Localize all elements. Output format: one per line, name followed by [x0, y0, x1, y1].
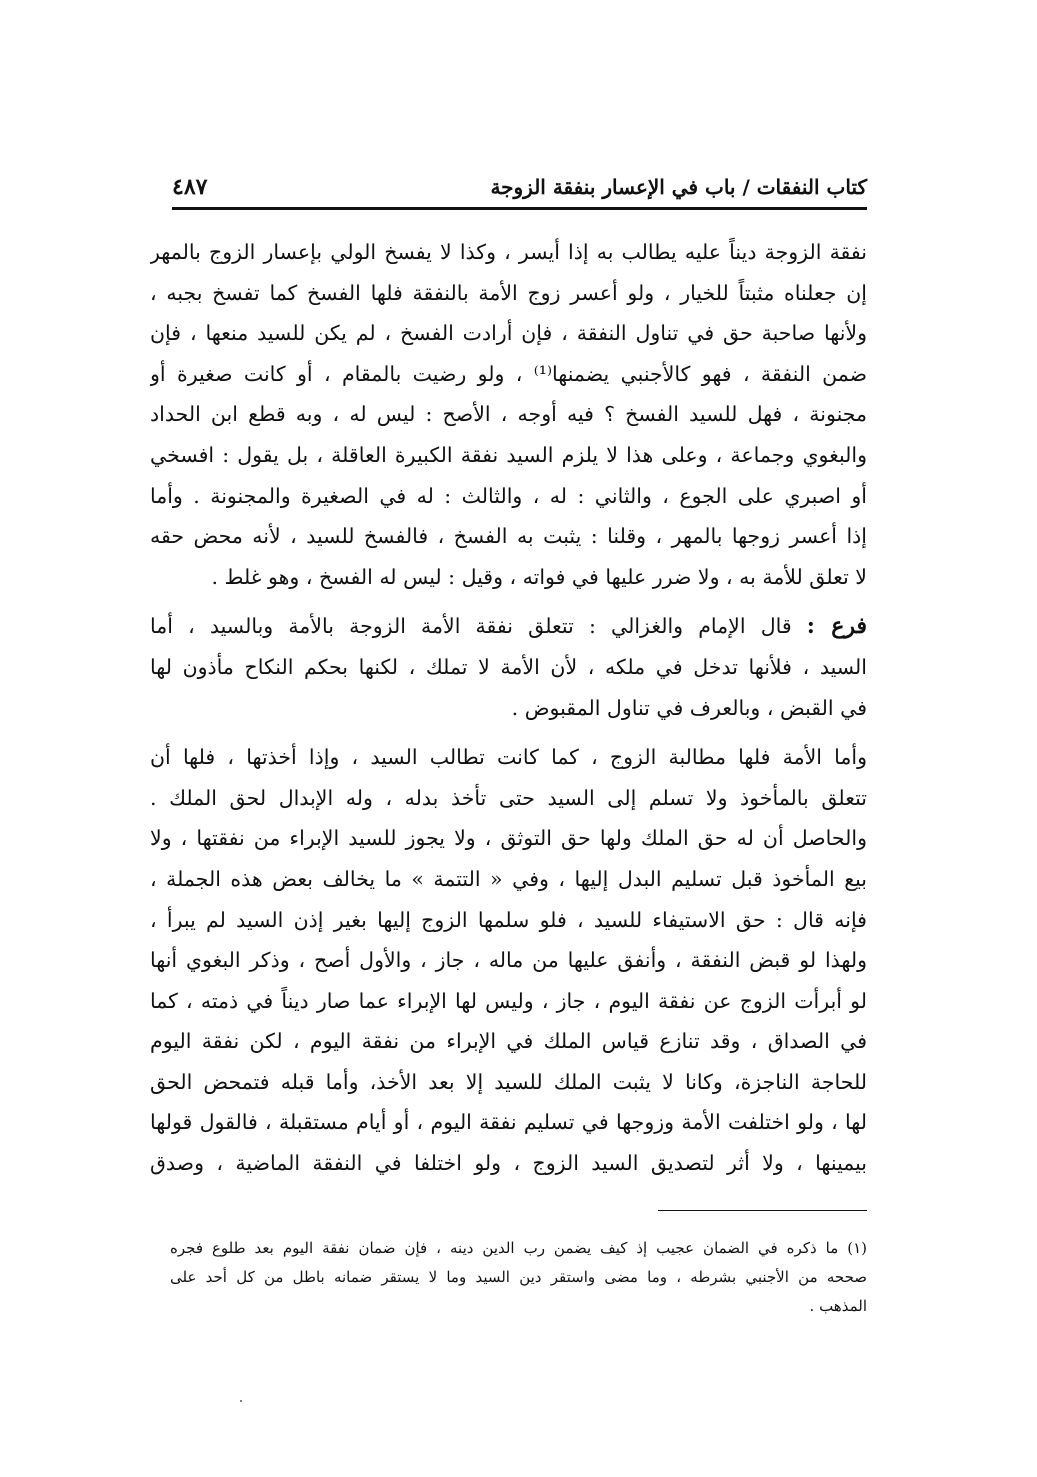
footnotes [170, 1234, 867, 1321]
text-line: أو اصبري على الجوع ، والثاني : له ، والثالث : له في الصغيرة والمجنونة . وأما [150, 483, 867, 508]
text-line: للحاجة الناجزة، وكانا لا يثبت الملك للسيد إلا بعد الأخذ، وأما قبله فتمحض الحق [150, 1069, 867, 1094]
text-line: ولأنها صاحبة حق في تناول النفقة ، فإن أرادت الفسخ ، لم يكن للسيد منعها ، فإن [150, 321, 867, 346]
header-rule [172, 207, 867, 210]
text-line: لها ، ولو اختلفت الأمة وزوجها في تسليم نفقة اليوم ، أو أيام مستقبلة ، فالقول قولها [150, 1110, 867, 1135]
text-line: في القبض ، وبالعرف في تناول المقبوض . [511, 695, 867, 720]
text-line: بيع المأخوذ قبل تسليم البدل إليها ، وفي « التتمة » ما يخالف بعض هذه الجملة ، [150, 866, 867, 891]
text-run: قال الإمام والغزالي : تتعلق نفقة الأمة الزوجة بالأمة وبالسيد ، أما [150, 614, 792, 639]
paragraph [150, 606, 867, 728]
text-line: تتعلق بالمأخوذ ولا تسلم إلى السيد حتى تأخذ بدله ، وله الإبدال لحق الملك . [150, 785, 867, 810]
text-line: فإنه قال : حق الاستيفاء للسيد ، فلو سلمها الزوج إليها بغير إذن السيد لم يبرأ ، [150, 907, 867, 932]
text-line: مجنونة ، فهل للسيد الفسخ ؟ فيه أوجه ، الأصح : ليس له ، وبه قطع ابن الحداد [150, 402, 867, 427]
text-line: لا تعلق للأمة به ، ولا ضرر عليها في فواته ، وقيل : ليس له الفسخ ، وهو غلط . [211, 564, 867, 589]
scan-speck [240, 1400, 242, 1402]
text-line: لو أبرأت الزوج عن نفقة اليوم ، جاز ، وليس لها الإبراء عما صار ديناً في ذمته ، كما [150, 988, 867, 1013]
text-line: والبغوي وجماعة ، وعلى هذا لا يلزم السيد نفقة الكبيرة العاقلة ، بل يقول : افسخي [150, 442, 867, 467]
text-line: بيمينها ، ولا أثر لتصديق السيد الزوج ، ولو اختلفا في النفقة الماضية ، وصدق [150, 1151, 867, 1176]
text-line: ضمن النفقة ، فهو كالأجنبي يضمنها⁽¹⁾ ، ولو رضيت بالمقام ، أو كانت صغيرة أو [150, 361, 867, 386]
footnote-text: ما ذكره في الضمان عجيب إذ كيف يضمن رب الدين دينه ، فإن ضمان نفقة اليوم بعد طلوع فجره [170, 1239, 839, 1257]
text-line: في الصداق ، وقد تنازع قياس الملك في الإبراء من نفقة اليوم ، لكن نفقة اليوم [150, 1029, 867, 1054]
main-text [150, 232, 867, 1184]
paragraph [150, 737, 867, 1184]
text-line: نفقة الزوجة ديناً عليه يطالب به إذا أيسر ، وكذا لا يفسخ الولي بإعسار الزوج بالمهر [150, 240, 867, 264]
text-line [150, 606, 867, 647]
text-line: إن جعلناه مثبتاً للخيار ، ولو أعسر زوج الأمة بالنفقة فلها الفسخ كما تفسخ بجبه ، [150, 280, 867, 305]
footnote-line [170, 1234, 867, 1263]
footnote-rule [658, 1210, 867, 1211]
footnote-line: المذهب . [809, 1297, 867, 1315]
paragraph [150, 232, 867, 597]
text-line: والحاصل أن له حق الملك ولها حق التوثق ، ولا يجوز للسيد الإبراء من نفقتها ، ولا [150, 826, 867, 851]
footnote-marker: (١) [847, 1239, 867, 1257]
running-header [172, 170, 867, 204]
text-line: وأما الأمة فلها مطالبة الزوج ، كما كانت تطالب السيد ، وإذا أخذتها ، فلها أن [150, 745, 867, 770]
footnote-line: صححه من الأجنبي بشرطه ، وما مضى واستقر دين السيد وما لا يستقر ضمانه باطل من كل أحد على [170, 1268, 867, 1286]
section-lead: فرع : [806, 613, 867, 640]
text-line: إذا أعسر زوجها بالمهر ، وقلنا : يثبت به الفسخ ، فالفسخ للسيد ، لأنه محض حقه [150, 524, 867, 549]
text-line: السيد ، فلأنها تدخل في ملكه ، لأن الأمة لا تملك ، لكنها بحكم النكاح مأذون لها [150, 654, 867, 679]
running-title: كتاب النفقات / باب في الإعسار بنفقة الزوجة [490, 175, 867, 199]
page-number: ٤٨٧ [172, 174, 208, 200]
text-line: ولهذا لو قبض النفقة ، وأنفق عليها من ماله ، جاز ، والأول أصح ، وذكر البغوي أنها [150, 948, 867, 973]
